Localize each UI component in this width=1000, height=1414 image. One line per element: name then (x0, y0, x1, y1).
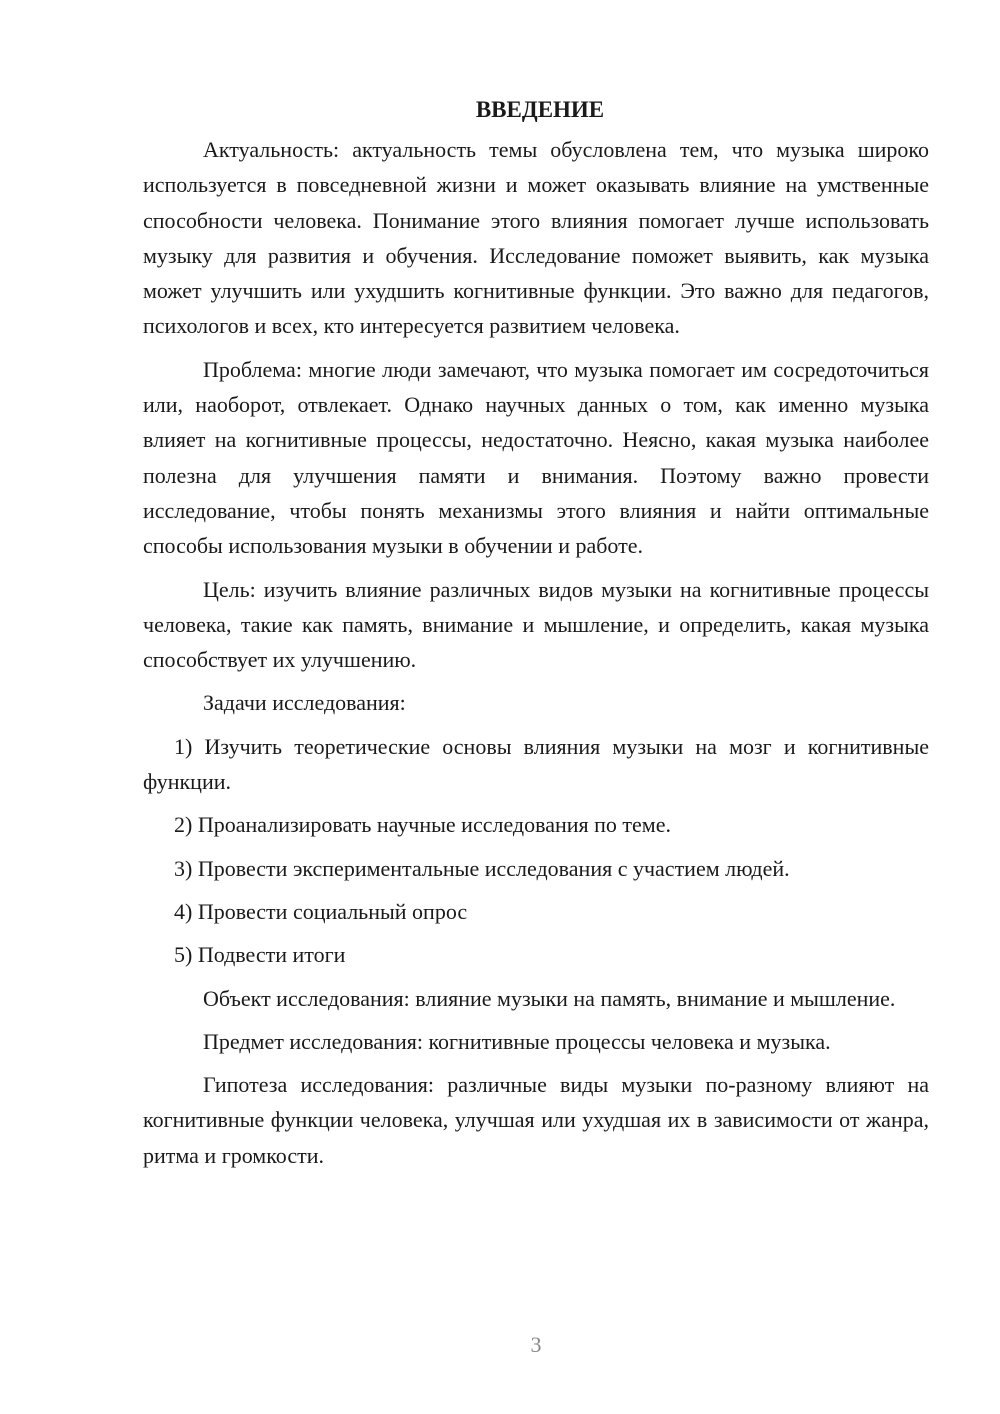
tasks-heading: Задачи исследования: (203, 690, 406, 716)
task-item-1: 1) Изучить теоретические основы влияния музыки на мозг и когнитивные функции. (143, 733, 929, 795)
subject-paragraph: Предмет исследования: когнитивные процессы человека и музыка. (203, 1028, 831, 1054)
relevance-paragraph: Актуальность: актуальность темы обусловлена тем, что музыка широко используется в повседневной жизни и может оказывать влияние на умственные способности человека. Понимание этого влияния помогает лучше использовать музыку для развития и обучения. Исследование поможет выявить, как музыка может улучшить или ухудшить когнитивные функции. Это важно для педагогов, психологов и всех, кто интересуется развитием человека. (143, 137, 929, 339)
task-item-5: 5) Подвести итоги (174, 942, 346, 968)
document-page (143, 92, 929, 1181)
page-number: 3 (530, 1332, 542, 1357)
goal-paragraph: Цель: изучить влияние различных видов музыки на когнитивные процессы человека, такие как память, внимание и мышление, и определить, какая музыка способствует их улучшению. (143, 576, 929, 673)
object-paragraph: Объект исследования: влияние музыки на память, внимание и мышление. (203, 985, 896, 1011)
section-heading: ВВЕДЕНИЕ (475, 97, 605, 122)
hypothesis-paragraph: Гипотеза исследования: различные виды музыки по-разному влияют на когнитивные функции человека, улучшая или ухудшая их в зависимости от жанра, ритма и громкости. (143, 1072, 929, 1168)
task-item-3: 3) Провести экспериментальные исследования с участием людей. (174, 855, 790, 881)
task-item-4: 4) Провести социальный опрос (174, 898, 468, 924)
task-item-2: 2) Проанализировать научные исследования по теме. (174, 812, 671, 838)
problem-paragraph: Проблема: многие люди замечают, что музыка помогает им сосредоточиться или, наоборот, отвлекает. Однако научных данных о том, как именно музыка влияет на когнитивные процессы, недостаточно. Неясно, какая музыка наиболее полезна для улучшения памяти и внимания. Поэтому важно провести исследование, чтобы понять механизмы этого влияния и найти оптимальные способы использования музыки в обучении и работе. (143, 356, 929, 559)
